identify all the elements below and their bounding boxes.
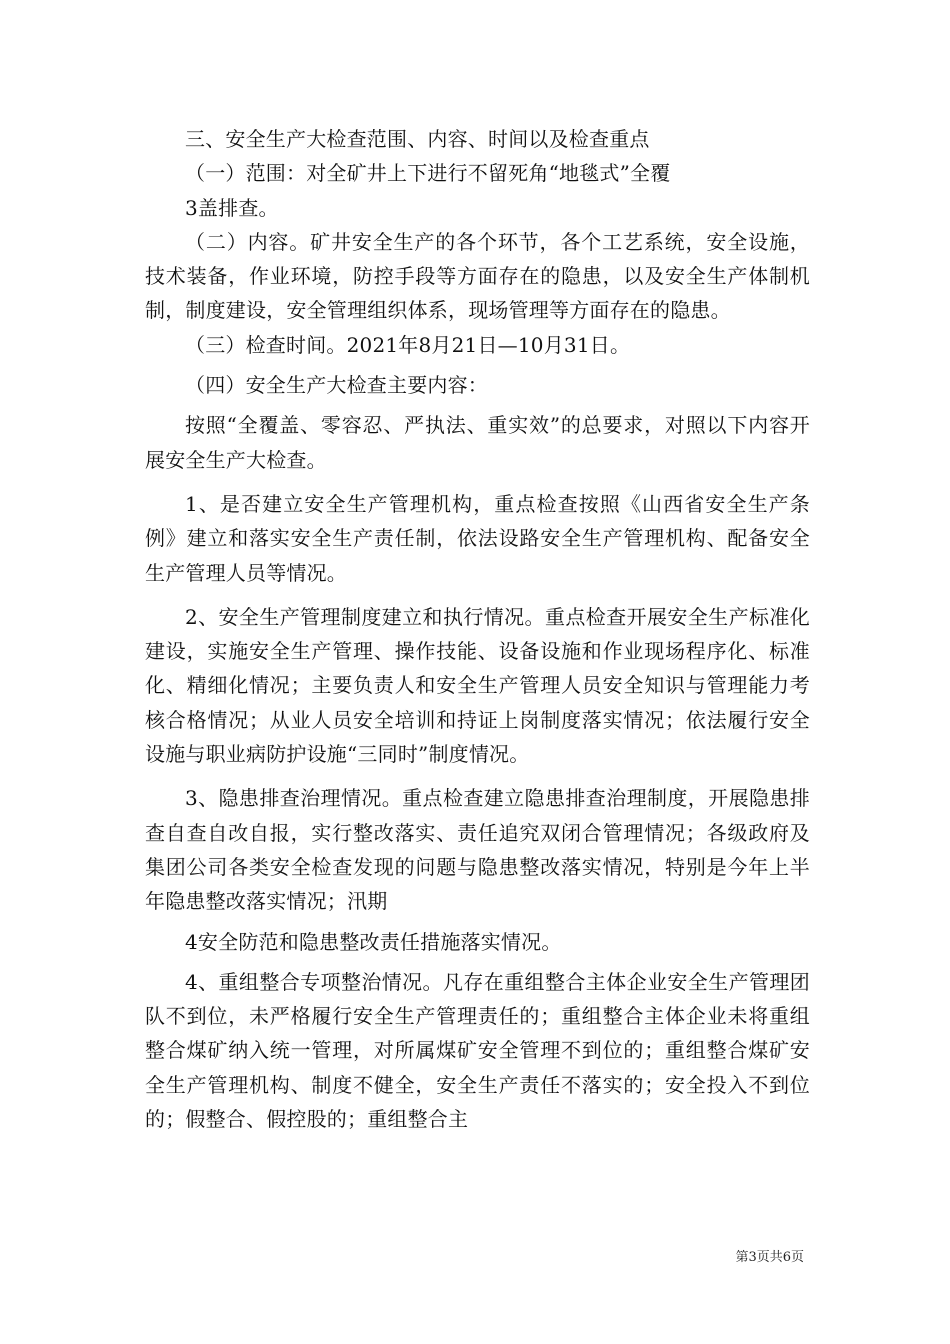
paragraph-item-2: 2、安全生产管理制度建立和执行情况。重点检查开展安全生产标准化建设，实施安全生产管理、操作技能、设备设施和作业现场程序化、标准化、精细化情况；主要负责人和安全生产管理人员安全知识与管理能力考核合格情况；从业人员安全培训和持证上岗制度落实情况；依法履行安全设施与职业病防护设施“三同时”制度情况。 bbox=[145, 604, 810, 767]
paragraph-time: （三）检查时间。2021年8月21日—10月31日。 bbox=[185, 332, 631, 357]
paragraph-content: （二）内容。矿井安全生产的各个环节，各个工艺系统，安全设施，技术装备，作业环境，防控手段等方面存在的隐患，以及安全生产体制机制，制度建设，安全管理组织体系，现场管理等方面存在的隐患。 bbox=[145, 229, 810, 323]
section-heading: 三、安全生产大检查范围、内容、时间以及检查重点 bbox=[185, 127, 650, 151]
paragraph-item-1: 1、是否建立安全生产管理机构，重点检查按照《山西省安全生产条例》建立和落实安全生产责任制，依法设路安全生产管理机构、配备安全生产管理人员等情况。 bbox=[145, 491, 810, 585]
paragraph-scope: （一）范围：对全矿井上下进行不留死角“地毯式”全覆 bbox=[185, 161, 671, 186]
paragraph-general-requirement: 按照“全覆盖、零容忍、严执法、重实效”的总要求，对照以下内容开展安全生产大检查。 bbox=[145, 413, 810, 472]
paragraph-item-4: 4、重组整合专项整治情况。凡存在重组整合主体企业安全生产管理团队不到位，未严格履行安全生产管理责任的；重组整合主体企业未将重组整合煤矿纳入统一管理，对所属煤矿安全管理不到位的；重组整合煤矿安全生产管理机构、制度不健全，安全生产责任不落实的；安全投入不到位的；假整合、假控股的；重组整合主 bbox=[145, 969, 810, 1132]
paragraph-item-3: 3、隐患排查治理情况。重点检查建立隐患排查治理制度，开展隐患排查自查自改自报，实行整改落实、责任追究双闭合管理情况；各级政府及集团公司各类安全检查发现的问题与隐患整改落实情况，特别是今年上半年隐患整改落实情况；汛期 bbox=[145, 786, 810, 914]
document-body bbox=[145, 122, 810, 1136]
paragraph-main-content-heading: （四）安全生产大检查主要内容： bbox=[185, 373, 488, 398]
paragraph-scope-continued: 3盖排查。 bbox=[185, 195, 279, 220]
paragraph-item-3-continued: 4安全防范和隐患整改责任措施落实情况。 bbox=[185, 929, 562, 954]
page-number: 第3页共6页 bbox=[735, 1250, 804, 1265]
